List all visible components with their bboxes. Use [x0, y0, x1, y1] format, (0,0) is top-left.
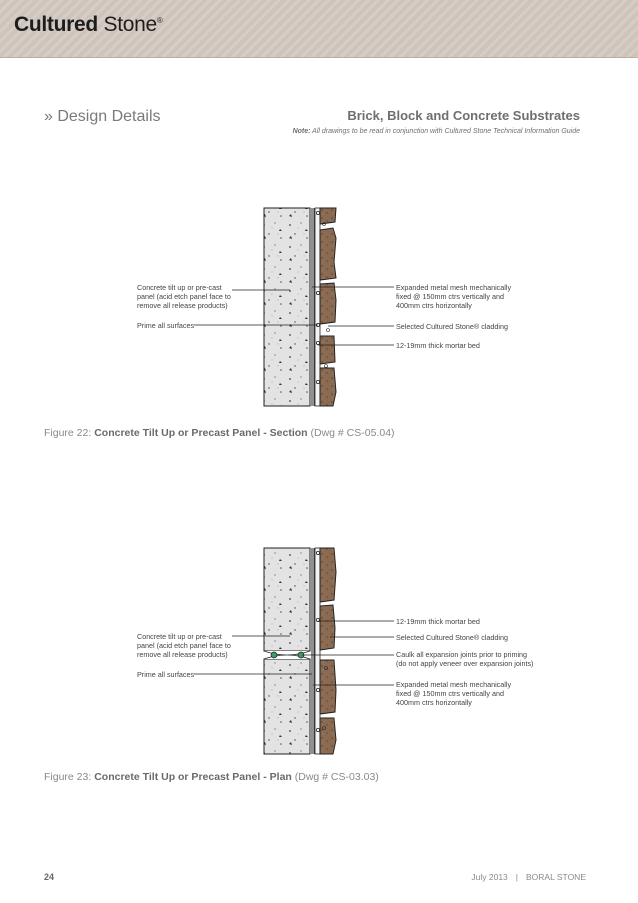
- label-line: (do not apply veneer over expansion joints): [396, 659, 534, 668]
- label-line: Concrete tilt up or pre-cast: [137, 632, 222, 641]
- label-line: 400mm ctrs horizontally: [396, 698, 472, 707]
- label-line: Concrete tilt up or pre-cast: [137, 283, 222, 292]
- figure23-label-caulk: [396, 650, 533, 668]
- footer-date: July 2013: [471, 872, 508, 882]
- figure22-fixing: [316, 291, 319, 294]
- figure22-stone-unit: [320, 336, 335, 364]
- figure23-stone-unit: [320, 548, 336, 602]
- figure22-label-mortar: 12-19mm thick mortar bed: [396, 341, 480, 350]
- figure23-concrete-panel-top: [264, 548, 310, 651]
- label-line: Expanded metal mesh mechanically: [396, 680, 512, 689]
- figure23-stone-unit: [320, 660, 336, 714]
- figure22-grout-point: [325, 365, 328, 368]
- figure22-stone-unit: [320, 228, 336, 280]
- label-line: fixed @ 150mm ctrs vertically and: [396, 292, 504, 301]
- brand-regular: Stone: [103, 13, 157, 36]
- brand-mark: ®: [156, 16, 163, 25]
- figure23-concrete-panel-bottom: [264, 659, 310, 754]
- caption-ref: (Dwg # CS-03.03): [294, 771, 379, 783]
- figure23-stone-unit: [320, 605, 335, 650]
- label-line: panel (acid etch panel face to: [137, 292, 231, 301]
- figure23-stone-unit: [320, 718, 336, 754]
- label-line: remove all release products): [137, 650, 228, 659]
- note-text: All drawings to be read in conjunction with Cultured Stone Technical Information Guide: [312, 128, 580, 135]
- figure22-concrete-panel: [264, 208, 310, 406]
- section-title: » Design Details: [44, 108, 161, 125]
- figure22-fixing: [316, 211, 319, 214]
- label-line: 400mm ctrs horizontally: [396, 301, 472, 310]
- figure22-caption: [44, 427, 395, 439]
- figure22-stone-unit: [320, 208, 336, 224]
- caption-title: Concrete Tilt Up or Precast Panel - Plan: [94, 771, 292, 783]
- figure22-fixing: [316, 380, 319, 383]
- figure23-fixing: [316, 551, 319, 554]
- doc-title: Brick, Block and Concrete Substrates: [347, 108, 580, 123]
- label-line: Caulk all expansion joints prior to priming: [396, 650, 528, 659]
- footer-separator: |: [515, 872, 518, 882]
- figure22-stone-unit: [320, 283, 336, 324]
- figure23-label-prime: Prime all surfaces: [137, 670, 195, 679]
- page-number: 24: [44, 872, 55, 882]
- caption-title: Concrete Tilt Up or Precast Panel - Section: [94, 427, 308, 439]
- figure23-label-cladding: Selected Cultured Stone® cladding: [396, 633, 508, 642]
- figure23-mortar-bed: [315, 548, 320, 754]
- figure23-caption: [44, 771, 379, 783]
- figure23-sealant-left: [271, 652, 277, 658]
- figure22-label-mesh: [396, 283, 511, 310]
- label-line: Expanded metal mesh mechanically: [396, 283, 512, 292]
- figure22-label-concrete: [137, 283, 231, 310]
- brand-bold: Cultured: [14, 13, 98, 36]
- caption-ref: (Dwg # CS-05.04): [310, 427, 395, 439]
- label-line: panel (acid etch panel face to: [137, 641, 231, 650]
- note-prefix: Note:: [292, 128, 311, 135]
- figure23-label-concrete: [137, 632, 231, 659]
- figure22-label-prime: Prime all surfaces: [137, 321, 195, 330]
- footer-company: BORAL STONE: [526, 872, 586, 882]
- figure22-grout-point: [327, 329, 330, 332]
- footer-info: [471, 872, 586, 882]
- caption-prefix: Figure 22:: [44, 427, 92, 439]
- figure23-label-mortar: 12-19mm thick mortar bed: [396, 617, 480, 626]
- figure22-stone-unit: [320, 368, 336, 406]
- figure22-fixing: [316, 341, 319, 344]
- figure23-fixing: [316, 728, 319, 731]
- figure22-label-cladding: Selected Cultured Stone® cladding: [396, 322, 508, 331]
- figure22-mortar-bed: [315, 208, 320, 406]
- label-line: fixed @ 150mm ctrs vertically and: [396, 689, 504, 698]
- caption-prefix: Figure 23:: [44, 771, 92, 783]
- figure23-fixing: [316, 688, 319, 691]
- figure23-label-mesh: [396, 680, 511, 707]
- label-line: remove all release products): [137, 301, 228, 310]
